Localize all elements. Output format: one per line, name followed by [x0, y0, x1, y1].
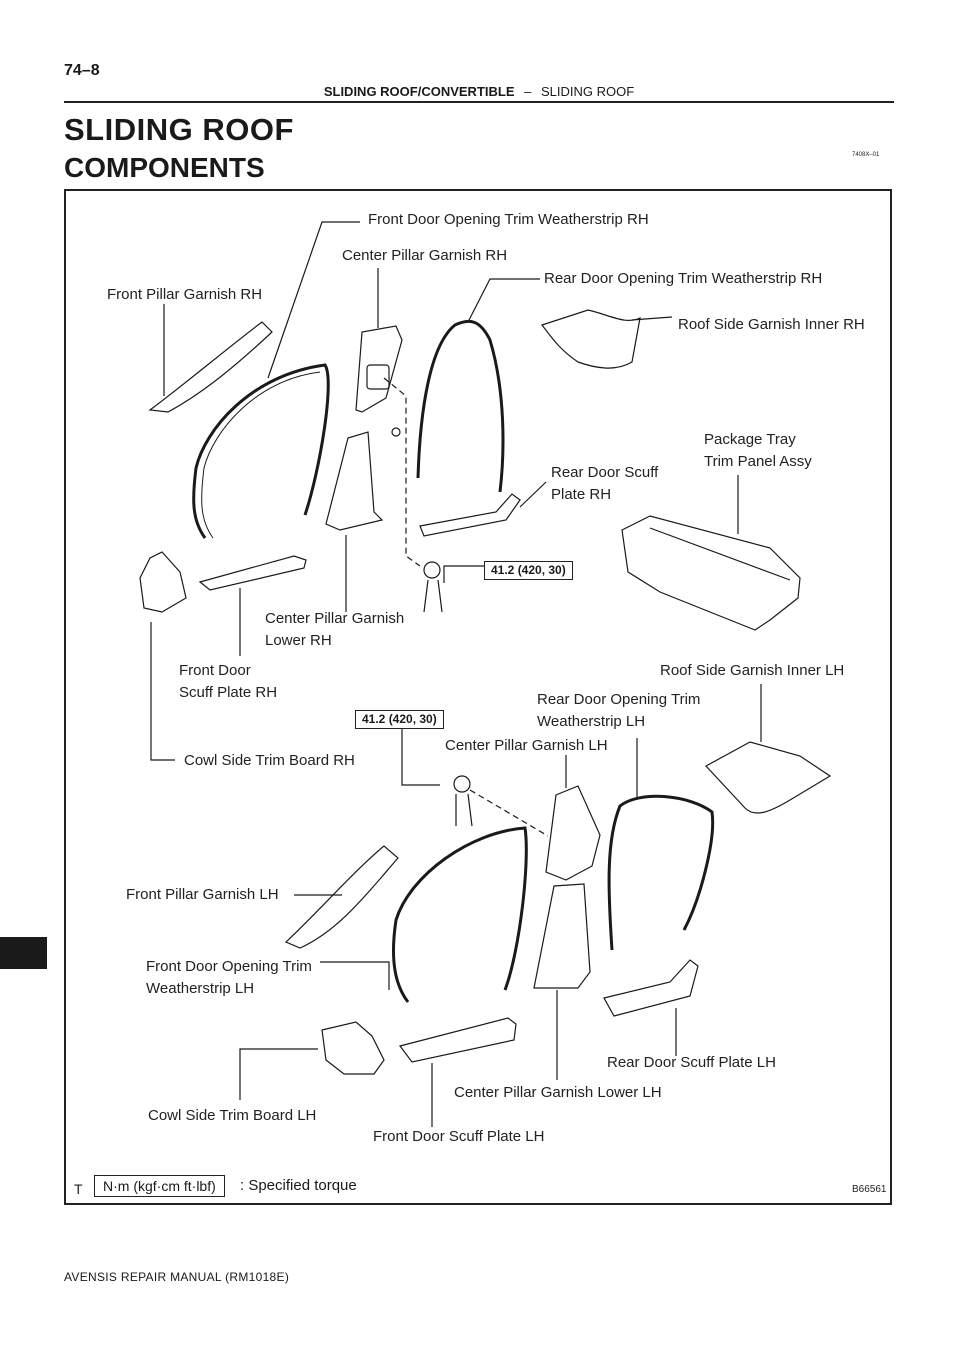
front-door-ws-lh-shape: [393, 828, 526, 1002]
front-door-scuff-lh-shape: [400, 1018, 516, 1062]
label-center-pillar-rh: Center Pillar Garnish RH: [342, 247, 508, 264]
label-front-door-ws-rh: Front Door Opening Trim Weatherstrip RH: [368, 211, 649, 228]
label-package-tray-2: Trim Panel Assy: [704, 453, 812, 470]
document-code: 7408X–01: [852, 152, 880, 158]
label-cowl-lh: Cowl Side Trim Board LH: [148, 1107, 317, 1124]
rear-door-ws-rh-shape: [418, 321, 503, 492]
figure-id: B66561: [852, 1184, 887, 1195]
label-front-ws-lh-1: Front Door Opening Trim: [146, 958, 312, 975]
label-center-pillar-lh: Center Pillar Garnish LH: [445, 737, 608, 754]
label-front-pillar-rh: Front Pillar Garnish RH: [107, 286, 263, 303]
label-front-scuff-rh-2: Scuff Plate RH: [179, 684, 278, 701]
label-rear-scuff-lh: Rear Door Scuff Plate LH: [607, 1054, 776, 1071]
center-pillar-garnish-rh-shape: [356, 326, 402, 412]
section-tab-marker: [0, 937, 47, 969]
cowl-side-trim-rh-shape: [140, 552, 186, 612]
torque-spec-rh: 41.2 (420, 30): [484, 561, 573, 580]
legend-text: : Specified torque: [240, 1177, 357, 1194]
label-front-scuff-lh: Front Door Scuff Plate LH: [373, 1128, 545, 1145]
corner-mark: T: [74, 1181, 83, 1197]
label-roof-side-rh: Roof Side Garnish Inner RH: [678, 316, 865, 333]
center-pillar-lower-rh-shape: [326, 432, 382, 530]
leader-rear-scuff-rh: [520, 482, 546, 507]
leader-rear-door-ws-rh: [468, 279, 540, 322]
center-pillar-lower-lh-shape: [534, 884, 590, 988]
label-center-pillar-lower-lh: Center Pillar Garnish Lower LH: [454, 1084, 662, 1101]
roof-side-garnish-lh-shape: [706, 742, 830, 813]
header-subsection: SLIDING ROOF: [540, 84, 635, 99]
label-center-pillar-lower-rh-2: Lower RH: [265, 632, 332, 649]
label-center-pillar-lower-rh-1: Center Pillar Garnish: [265, 610, 405, 627]
legend-torque-unit: N·m (kgf·cm ft·lbf): [94, 1175, 225, 1197]
center-pillar-garnish-lh-shape: [546, 786, 600, 880]
rh-clip: [392, 428, 400, 436]
front-pillar-garnish-lh-shape: [286, 846, 398, 948]
leader-cowl-lh: [240, 1049, 318, 1100]
leader-torque-rh: [444, 566, 484, 583]
label-front-scuff-rh-1: Front Door: [179, 662, 251, 679]
leader-front-door-ws-lh: [320, 962, 389, 990]
page-title: SLIDING ROOF: [64, 112, 294, 147]
section-title: COMPONENTS: [64, 152, 265, 183]
header-separator: –: [524, 84, 532, 99]
lh-bolt: [454, 776, 470, 792]
rear-door-scuff-rh-shape: [420, 494, 520, 536]
label-rear-scuff-rh-1: Rear Door Scuff: [551, 464, 659, 481]
dashed-guide-rh: [384, 378, 420, 566]
label-rear-door-ws-rh: Rear Door Opening Trim Weatherstrip RH: [544, 270, 823, 287]
label-rear-ws-lh-1: Rear Door Opening Trim: [537, 691, 701, 708]
page-number: 74–8: [64, 62, 100, 79]
roof-side-garnish-rh-shape: [542, 310, 640, 368]
rh-bolt: [424, 562, 440, 578]
front-door-scuff-rh-shape: [200, 556, 306, 590]
header-section: SLIDING ROOF/CONVERTIBLE: [323, 84, 515, 99]
page-footer: AVENSIS REPAIR MANUAL (RM1018E): [64, 1270, 290, 1284]
rear-door-scuff-lh-shape: [604, 960, 698, 1016]
cowl-side-trim-lh-shape: [322, 1022, 384, 1074]
label-front-ws-lh-2: Weatherstrip LH: [146, 980, 255, 997]
label-rear-ws-lh-2: Weatherstrip LH: [537, 713, 646, 730]
leader-cowl-rh: [151, 622, 175, 760]
torque-spec-lh: 41.2 (420, 30): [355, 710, 444, 729]
package-tray-shape: [622, 516, 800, 630]
label-roof-side-lh: Roof Side Garnish Inner LH: [660, 662, 845, 679]
front-door-ws-rh-shape: [194, 365, 329, 538]
label-rear-scuff-rh-2: Plate RH: [551, 486, 612, 503]
label-package-tray-1: Package Tray: [704, 431, 796, 448]
leader-torque-lh: [402, 729, 440, 785]
label-cowl-rh: Cowl Side Trim Board RH: [184, 752, 355, 769]
rear-door-ws-lh-shape: [609, 796, 713, 950]
label-front-pillar-lh: Front Pillar Garnish LH: [126, 886, 279, 903]
